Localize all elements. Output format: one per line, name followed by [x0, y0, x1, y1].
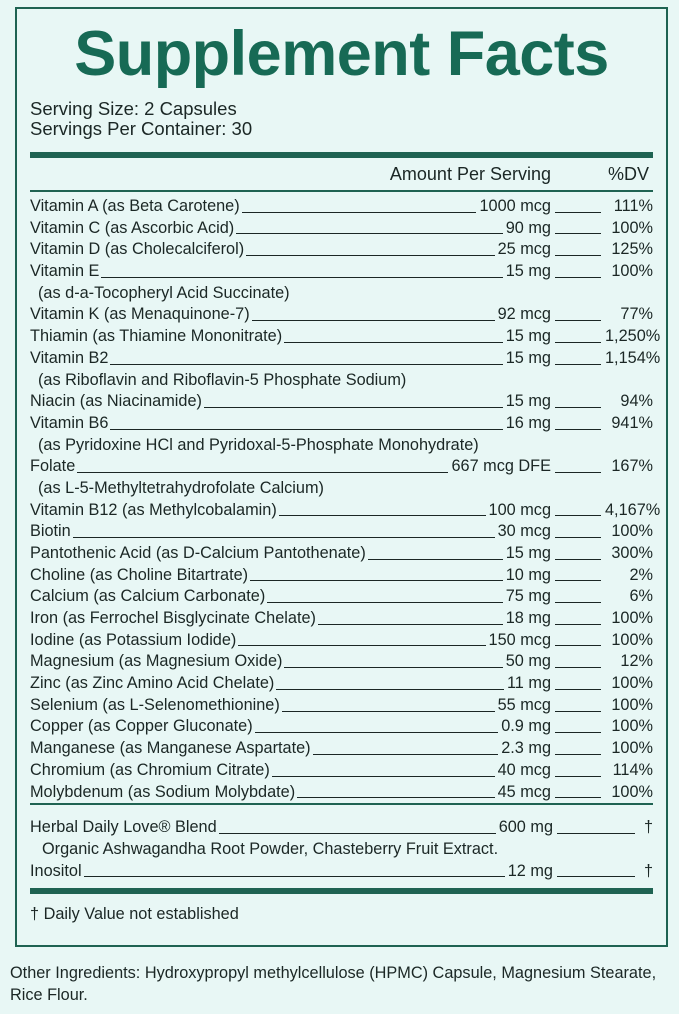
nutrient-name: Vitamin K (as Menaquinone-7)	[30, 305, 250, 324]
serving-info	[30, 99, 653, 139]
nutrient-dv: 94%	[620, 392, 653, 411]
leader-line	[255, 732, 499, 733]
leader-line	[555, 472, 601, 473]
panel-title: Supplement Facts	[74, 19, 609, 89]
nutrient-dv: 2%	[629, 565, 653, 584]
nutrient-amount: 10 mg	[505, 565, 551, 584]
nutrient-dv: 100%	[611, 609, 653, 628]
nutrient-source: (as d-a-Tocopheryl Acid Succinate)	[38, 283, 290, 302]
leader-line	[555, 732, 601, 733]
leader-line	[555, 602, 601, 603]
nutrient-amount: 50 mg	[505, 652, 551, 671]
nutrient-amount: 45 mcg	[497, 782, 551, 801]
blend-list	[30, 805, 653, 882]
nutrient-dv: †	[643, 818, 653, 837]
nutrient-amount: 30 mcg	[497, 522, 551, 541]
nutrient-row	[30, 218, 653, 240]
nutrient-dv: 100%	[611, 695, 653, 714]
nutrient-dv: 100%	[611, 630, 653, 649]
leader-line	[276, 689, 504, 690]
leader-line	[252, 320, 495, 321]
leader-line	[110, 364, 502, 365]
leader-line	[73, 537, 495, 538]
leader-line	[555, 645, 601, 646]
leader-line	[555, 754, 601, 755]
nutrient-dv: 114%	[612, 760, 653, 779]
leader-line	[555, 255, 601, 256]
nutrient-dv: 100%	[611, 782, 653, 801]
nutrient-amount: 100 mcg	[488, 500, 551, 519]
nutrient-row	[30, 391, 653, 413]
nutrient-row	[30, 413, 653, 435]
leader-line	[368, 559, 503, 560]
leader-line	[246, 255, 494, 256]
column-header	[30, 158, 653, 190]
nutrient-name: Vitamin B6	[30, 413, 109, 432]
nutrient-dv: 100%	[611, 218, 653, 237]
nutrient-dv: 12%	[620, 652, 653, 671]
nutrient-amount: 15 mg	[505, 392, 551, 411]
leader-line	[555, 407, 601, 408]
nutrient-name: Zinc (as Zinc Amino Acid Chelate)	[30, 674, 275, 693]
nutrient-name: Vitamin B12 (as Methylcobalamin)	[30, 500, 277, 519]
leader-line	[557, 876, 635, 877]
nutrient-name: Copper (as Copper Gluconate)	[30, 717, 253, 736]
nutrient-name: Thiamin (as Thiamine Mononitrate)	[30, 327, 283, 346]
nutrient-amount: 92 mcg	[497, 305, 551, 324]
nutrient-dv: 77%	[620, 305, 653, 324]
leader-line	[555, 537, 601, 538]
nutrient-dv: †	[643, 861, 653, 880]
nutrient-name: Inositol	[30, 861, 82, 880]
leader-line	[555, 515, 601, 516]
supplement-facts-panel	[15, 7, 668, 947]
leader-line	[555, 667, 601, 668]
nutrient-amount: 18 mg	[505, 609, 551, 628]
other-ingredients: Other Ingredients: Hydroxypropyl methylcellulose (HPMC) Capsule, Magnesium Stearate, Rice Flour.	[10, 964, 657, 1004]
nutrient-dv: 100%	[611, 674, 653, 693]
nutrient-dv: 111%	[613, 196, 653, 215]
leader-line	[555, 364, 601, 365]
leader-line	[555, 342, 601, 343]
nutrient-name: Manganese (as Manganese Aspartate)	[30, 739, 311, 758]
leader-line	[84, 876, 505, 877]
leader-line	[236, 233, 503, 234]
nutrient-amount: 150 mcg	[488, 630, 551, 649]
serving-size: Serving Size: 2 Capsules	[30, 98, 237, 119]
nutrient-name: Molybdenum (as Sodium Molybdate)	[30, 782, 296, 801]
leader-line	[555, 797, 601, 798]
servings-per-container: Servings Per Container: 30	[30, 118, 253, 139]
leader-line	[555, 711, 601, 712]
leader-line	[242, 212, 477, 213]
nutrient-row	[30, 586, 653, 608]
nutrient-name: Vitamin E	[30, 262, 100, 281]
nutrient-row	[30, 673, 653, 695]
nutrient-amount: 2.3 mg	[501, 739, 551, 758]
leader-line	[110, 429, 502, 430]
nutrient-row	[30, 500, 661, 522]
nutrient-row	[30, 717, 653, 739]
nutrient-name: Folate	[30, 457, 76, 476]
leader-line	[318, 624, 503, 625]
nutrient-row	[30, 196, 653, 218]
nutrient-row	[30, 782, 653, 804]
dv-header: %DV	[607, 164, 649, 184]
nutrient-name: Pantothenic Acid (as D-Calcium Pantothenate)	[30, 543, 366, 562]
leader-line	[555, 689, 601, 690]
nutrient-row	[30, 817, 653, 839]
amount-per-serving-header: Amount Per Serving	[389, 164, 551, 184]
nutrient-row	[30, 261, 653, 283]
nutrient-dv: 1,250%	[605, 327, 661, 346]
leader-line	[284, 667, 502, 668]
nutrient-name: Vitamin C (as Ascorbic Acid)	[30, 218, 235, 237]
nutrient-name: Magnesium (as Magnesium Oxide)	[30, 652, 283, 671]
leader-line	[282, 711, 495, 712]
nutrient-row	[30, 738, 653, 760]
leader-line	[267, 602, 502, 603]
nutrient-dv: 100%	[611, 739, 653, 758]
nutrient-amount: 90 mg	[505, 218, 551, 237]
nutrient-amount: 667 mcg DFE	[451, 457, 551, 476]
nutrient-dv: 100%	[611, 262, 653, 281]
nutrient-amount: 600 mg	[498, 818, 553, 837]
nutrient-row	[30, 565, 653, 587]
nutrient-dv: 167%	[611, 457, 653, 476]
nutrient-dv: 1,154%	[605, 348, 661, 367]
nutrient-amount: 40 mcg	[497, 760, 551, 779]
nutrient-name: Vitamin D (as Cholecalciferol)	[30, 240, 245, 259]
footnote: † Daily Value not established	[30, 905, 239, 924]
leader-line	[297, 797, 494, 798]
leader-line	[313, 754, 499, 755]
nutrient-dv: 941%	[611, 413, 653, 432]
nutrient-amount: 15 mg	[505, 543, 551, 562]
nutrient-row	[30, 456, 653, 478]
nutrient-name: Choline (as Choline Bitartrate)	[30, 565, 249, 584]
nutrient-row	[30, 239, 653, 261]
nutrient-dv: 125%	[611, 240, 653, 259]
leader-line	[555, 624, 601, 625]
nutrient-dv: 4,167%	[605, 500, 661, 519]
nutrient-amount: 15 mg	[505, 327, 551, 346]
nutrient-name: Chromium (as Chromium Citrate)	[30, 760, 270, 779]
nutrient-row	[30, 348, 661, 370]
nutrient-source: (as Riboflavin and Riboflavin-5 Phosphate Sodium)	[38, 370, 407, 389]
leader-line	[555, 233, 601, 234]
leader-line	[272, 776, 495, 777]
nutrient-dv: 100%	[611, 717, 653, 736]
nutrient-name: Herbal Daily Love® Blend	[30, 818, 217, 837]
nutrient-dv: 300%	[611, 543, 653, 562]
nutrient-dv: 100%	[611, 522, 653, 541]
nutrient-amount: 55 mcg	[497, 695, 551, 714]
nutrient-name: Niacin (as Niacinamide)	[30, 392, 202, 411]
leader-line	[555, 212, 601, 213]
nutrient-name: Biotin	[30, 522, 71, 541]
nutrient-row	[30, 326, 661, 348]
leader-line	[555, 320, 601, 321]
nutrient-name: Vitamin B2	[30, 348, 109, 367]
nutrient-row	[30, 760, 653, 782]
nutrient-amount: 16 mg	[505, 413, 551, 432]
nutrient-row	[30, 543, 653, 565]
leader-line	[555, 580, 601, 581]
nutrient-name: Vitamin A (as Beta Carotene)	[30, 196, 240, 215]
leader-line	[284, 342, 503, 343]
leader-line	[555, 429, 601, 430]
nutrient-amount: 0.9 mg	[501, 717, 551, 736]
leader-line	[101, 277, 502, 278]
leader-line	[204, 407, 503, 408]
nutrient-name: Calcium (as Calcium Carbonate)	[30, 587, 266, 606]
nutrient-source: (as Pyridoxine HCl and Pyridoxal-5-Phosphate Monohydrate)	[38, 435, 479, 454]
leader-line	[557, 833, 635, 834]
leader-line	[555, 559, 601, 560]
leader-line	[555, 776, 601, 777]
nutrient-amount: 75 mg	[505, 587, 551, 606]
nutrient-row	[30, 521, 653, 543]
nutrient-name: Selenium (as L-Selenomethionine)	[30, 695, 280, 714]
nutrient-row	[30, 695, 653, 717]
nutrient-amount: 15 mg	[505, 262, 551, 281]
nutrient-amount: 25 mcg	[497, 240, 551, 259]
nutrient-row	[30, 861, 653, 883]
leader-line	[555, 277, 601, 278]
nutrient-dv: 6%	[629, 587, 653, 606]
leader-line	[77, 472, 448, 473]
leader-line	[238, 645, 485, 646]
nutrient-row	[30, 651, 653, 673]
nutrient-amount: 11 mg	[506, 674, 551, 693]
nutrient-list	[30, 192, 661, 803]
nutrient-name: Iron (as Ferrochel Bisglycinate Chelate)	[30, 609, 316, 628]
nutrient-row	[30, 304, 653, 326]
nutrient-source: Organic Ashwagandha Root Powder, Chasteberry Fruit Extract.	[42, 839, 499, 858]
nutrient-source: (as L-5-Methyltetrahydrofolate Calcium)	[38, 478, 324, 497]
nutrient-name: Iodine (as Potassium Iodide)	[30, 630, 237, 649]
leader-line	[279, 515, 486, 516]
leader-line	[219, 833, 496, 834]
nutrient-amount: 15 mg	[505, 348, 551, 367]
nutrient-row	[30, 608, 653, 630]
nutrient-row	[30, 630, 653, 652]
leader-line	[250, 580, 503, 581]
nutrient-amount: 12 mg	[507, 861, 553, 880]
nutrient-amount: 1000 mcg	[479, 196, 551, 215]
